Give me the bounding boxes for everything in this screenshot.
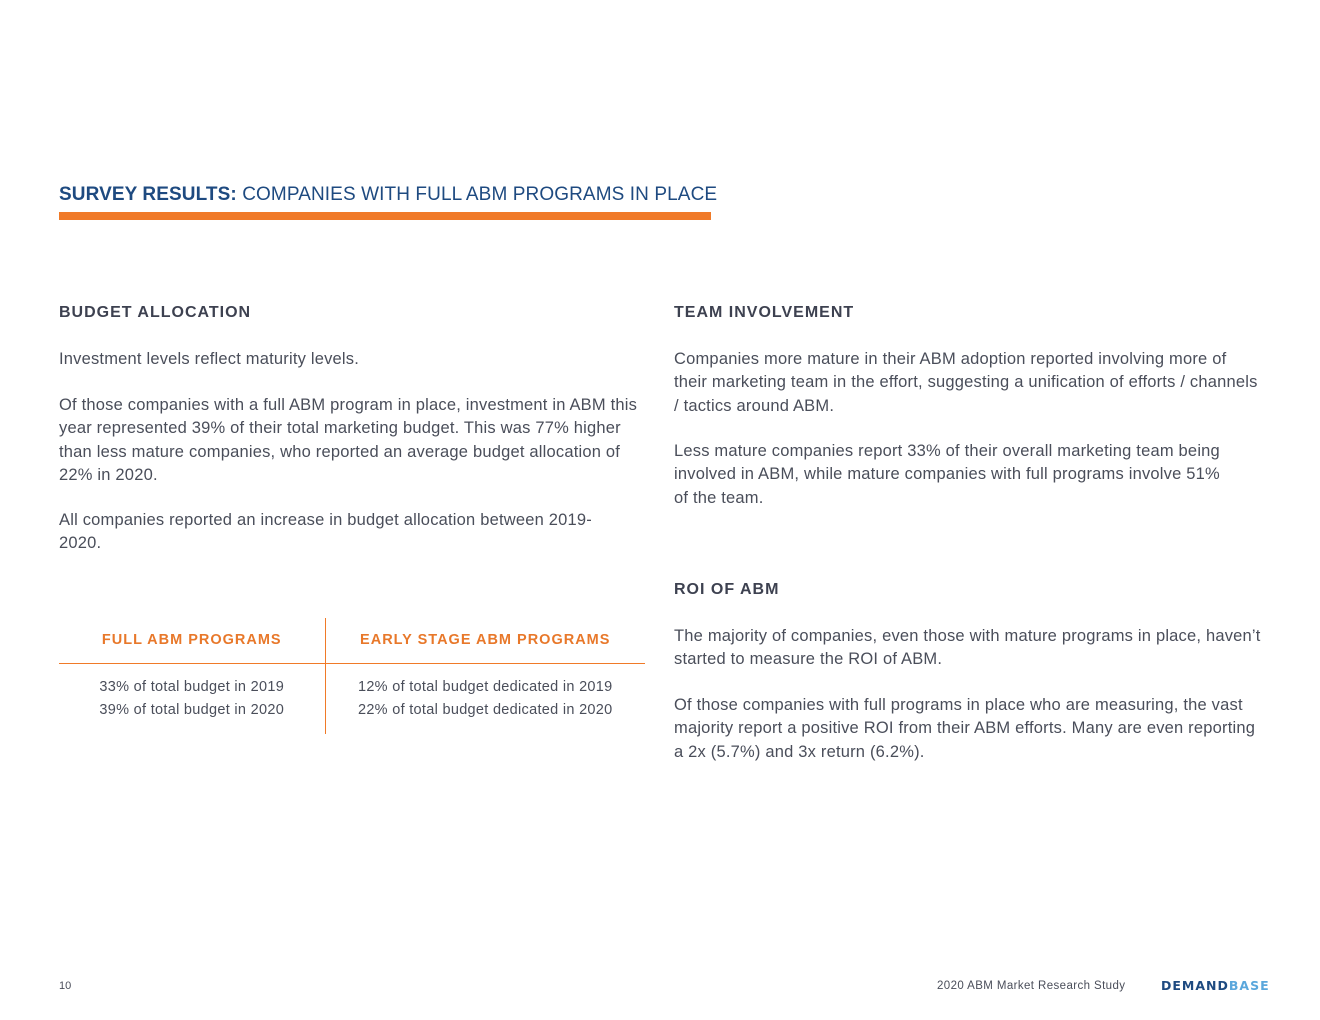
team-paragraph-1: Companies more mature in their ABM adoption reported involving more of their marketing team in the effort, suggesting a unification of efforts / channels / tactics around ABM. — [674, 350, 1258, 415]
page-title-bold: SURVEY RESULTS: — [59, 184, 237, 205]
early-2020: 22% of total budget dedicated in 2020 — [357, 701, 613, 718]
roi-paragraph-1: The majority of companies, even those with mature programs in place, haven’t started to measure the ROI of ABM. — [674, 627, 1261, 669]
logo-demand: DEMAND — [1161, 978, 1229, 993]
full-2020: 39% of total budget in 2020 — [99, 701, 285, 718]
full-2019: 33% of total budget in 2019 — [99, 678, 285, 695]
table-header-early: EARLY STAGE ABM PROGRAMS — [325, 618, 645, 663]
early-2019: 12% of total budget dedicated in 2019 — [357, 678, 613, 695]
table-row — [59, 663, 645, 734]
roi-heading: ROI OF ABM — [674, 581, 780, 598]
page-title-rest: COMPANIES WITH FULL ABM PROGRAMS IN PLACE — [242, 184, 718, 205]
team-involvement-heading: TEAM INVOLVEMENT — [674, 304, 855, 321]
page-number: 10 — [59, 980, 72, 992]
logo-base: BASE — [1228, 978, 1270, 993]
budget-paragraph-3: All companies reported an increase in budget allocation between 2019-2020. — [59, 511, 592, 553]
budget-paragraph-1: Investment levels reflect maturity levels. — [59, 350, 360, 368]
budget-allocation-heading: BUDGET ALLOCATION — [59, 304, 252, 321]
budget-table — [59, 618, 645, 734]
table-header-row — [59, 618, 645, 663]
roi-paragraph-2: Of those companies with full programs in place who are measuring, the vast majority report a positive ROI from their ABM efforts. Many are even reporting a 2x (5.7%) and 3x return (6.2%). — [674, 696, 1256, 761]
team-paragraph-2: Less mature companies report 33% of their overall marketing team being involved in ABM, while mature companies with full programs involve 51% of the team. — [674, 442, 1220, 507]
title-underline — [59, 212, 711, 220]
demandbase-logo — [1161, 978, 1270, 993]
footer-study-title: 2020 ABM Market Research Study — [937, 980, 1126, 992]
budget-paragraph-2: Of those companies with a full ABM program in place, investment in ABM this year represented 39% of their total marketing budget. This was 77% higher than less mature companies, who reported an average budget allocation of 22% in 2020. — [59, 396, 638, 484]
page-title — [59, 183, 717, 207]
table-header-full: FULL ABM PROGRAMS — [59, 618, 325, 663]
table-cell-full — [59, 663, 325, 734]
table-cell-early — [325, 663, 645, 734]
